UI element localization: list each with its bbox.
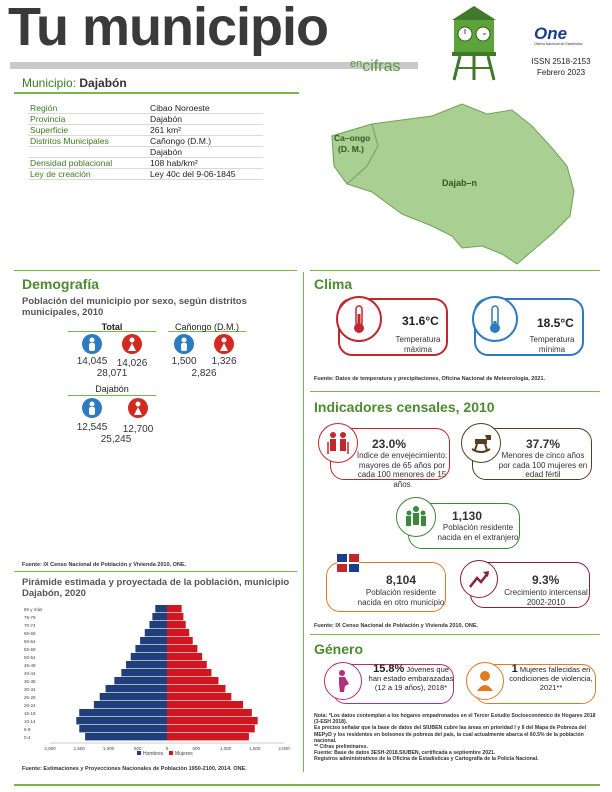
bar-female [167, 605, 182, 612]
piramide-title: Pirámide estimada y proyectada de la población, municipio Dajabón, 2020 [22, 577, 290, 599]
dajabon-label: Dajabón [95, 384, 129, 394]
bar-male [152, 613, 167, 620]
footer-rule [14, 784, 600, 786]
divider [14, 92, 299, 94]
info-row [28, 125, 263, 136]
date: Febrero 2023 [536, 68, 586, 77]
envejecimiento-value: 23.0% [372, 437, 407, 451]
clima-source: Fuente: Datos de temperatura y precipitaciones, Oficina Nacional de Meteorología, 2021. [314, 376, 546, 382]
column-divider [303, 272, 304, 772]
age-label: 55-59 [24, 646, 36, 652]
info-row [28, 147, 263, 158]
bar-female [167, 709, 252, 716]
bar-female [167, 629, 189, 636]
bar-female [167, 661, 207, 668]
divider [14, 571, 297, 572]
age-label: 40-44 [24, 670, 36, 676]
bar-male [149, 621, 167, 628]
age-label: 70-74 [24, 622, 36, 628]
age-label: 35-39 [24, 678, 36, 684]
bar-female [167, 717, 258, 724]
age-label: 0-4 [24, 734, 31, 740]
menores-label: Menores de cinco años por cada 100 mujeres en edad fértil [498, 451, 588, 479]
embarazo-text: 15.8% Jóvenes que han estado embarazadas (12 a 19 años), 2018* [368, 663, 454, 692]
otro-municipio-value: 8,104 [386, 573, 417, 587]
total-male: 14,045 [76, 356, 108, 367]
age-label: 25-29 [24, 694, 36, 700]
male-icon [174, 334, 194, 354]
bar-male [155, 605, 167, 612]
total-total: 28,071 [96, 368, 128, 379]
clock-tower-icon [444, 2, 504, 82]
info-row [28, 158, 263, 169]
divider [310, 634, 600, 635]
info-value: Cibao Noroeste [148, 103, 263, 114]
nota-line: Registros administrativos de la Oficina de Estadísticas y Cartografía de la Policía Nacional. [314, 756, 539, 763]
nota-line: ** Cifras preliminares. [314, 744, 368, 751]
violencia-text: 1 Mujeres fallecidas en condiciones de violencia, 2021** [509, 663, 593, 692]
legend-male-swatch [137, 751, 141, 755]
female-icon [214, 334, 234, 354]
divider [68, 395, 156, 396]
extranjero-label: Población residente nacida en el extranjero [437, 523, 519, 542]
age-label: 75-79 [24, 614, 36, 620]
municipio-label: Municipio: Dajabón [22, 76, 127, 90]
info-key: Provincia [28, 114, 148, 125]
temp-max-label: Temperatura máxima [395, 335, 441, 354]
crecimiento-label: Crecimiento intercensal 2002-2010 [504, 588, 588, 607]
divider [310, 391, 600, 392]
issn: ISSN 2518-2153 [531, 57, 591, 66]
total-female: 14,026 [116, 358, 148, 369]
population-pyramid-chart [22, 603, 292, 763]
bar-male [140, 637, 167, 644]
age-label: 20-24 [24, 702, 36, 708]
bar-female [167, 725, 255, 732]
bar-female [167, 677, 218, 684]
dajabon-male: 12,545 [76, 422, 108, 433]
extranjero-value: 1,130 [452, 509, 483, 523]
canongo-total: 2,826 [191, 368, 217, 379]
x-tick-label: 500 [133, 746, 142, 751]
people-group-icon [396, 497, 436, 537]
x-tick-label: 1,500 [73, 746, 85, 751]
divider [14, 270, 297, 271]
age-label: 65-69 [24, 630, 36, 636]
age-label: 50-54 [24, 654, 36, 660]
dajabon-total: 25,245 [100, 434, 132, 445]
age-label: 60-64 [24, 638, 36, 644]
clima-title: Clima [314, 276, 353, 292]
total-label: Total [101, 322, 123, 332]
temp-max-value: 31.6°C [402, 314, 439, 328]
censales-source: Fuente: IX Censo Nacional de Población y Vivienda 2010, ONE. [314, 623, 479, 629]
divider [310, 270, 600, 271]
bar-male [76, 717, 167, 724]
info-row [28, 114, 263, 125]
info-value: 261 km² [148, 125, 263, 136]
legend-female: Mujeres [175, 751, 193, 757]
info-value: Dajabón [148, 147, 263, 158]
growth-arrow-icon [460, 560, 498, 598]
map-label-dajabon: Dajab–n [442, 178, 478, 188]
thermometer-cold-icon [472, 296, 518, 342]
bar-female [167, 645, 197, 652]
bar-female [167, 669, 211, 676]
piramide-source: Fuente: Estimaciones y Proyecciones Nacionales de Población 1950-2100, 2014. ONE. [22, 766, 247, 772]
bar-male [126, 661, 167, 668]
crecimiento-value: 9.3% [532, 573, 560, 587]
grief-woman-icon [466, 662, 504, 700]
info-row [28, 103, 263, 114]
map-label-canongo-dm: (D. M.) [338, 144, 364, 154]
bar-female [167, 621, 186, 628]
one-logo: One Oficina Nacional de Estadística [534, 24, 583, 46]
canongo-label: Cañongo (D.M.) [174, 322, 240, 332]
municipio-map [312, 96, 602, 271]
menores-value: 37.7% [526, 437, 561, 451]
temp-min-label: Temperatura mínima [529, 335, 575, 354]
age-label: 10-14 [24, 718, 36, 724]
bar-female [167, 653, 202, 660]
bar-male [135, 645, 167, 652]
info-row [28, 169, 263, 180]
bar-male [100, 693, 167, 700]
nota-line: Nota: *Los datos contemplan a los hogares empadronados en el Tercer Estudio Socioeconómico de Hogares 2018 (3-ESH 2018). [314, 713, 596, 726]
nota-line: Es preciso señalar que la base de datos del SIUBEN cubre las áreas en prioridad I y II del Mapa de Pobreza del MEPyD y los residentes en bolsones de pobreza del país, la cual actualmente abarca el 60.5% de la población nacional. [314, 725, 587, 744]
info-value: Ley 40c del 9-06-1845 [148, 169, 263, 180]
censales-title: Indicadores censales, 2010 [314, 399, 495, 415]
age-label: 15-19 [24, 710, 36, 716]
info-table [28, 103, 263, 180]
info-key [28, 147, 148, 158]
age-label: 30-34 [24, 686, 36, 692]
x-tick-label: 2,000 [278, 746, 290, 751]
bar-female [167, 637, 193, 644]
page-title: Tu municipio [8, 0, 328, 57]
legend-male: Hombres [143, 751, 164, 757]
pregnant-woman-icon [324, 662, 362, 700]
x-tick-label: 500 [192, 746, 201, 751]
bar-female [167, 693, 231, 700]
bar-male [121, 669, 167, 676]
demografia-title: Demografía [22, 276, 100, 292]
info-key: Distritos Municipales [28, 136, 148, 147]
bar-male [79, 725, 167, 732]
male-icon [82, 398, 102, 418]
age-label: 80 y más [24, 606, 43, 612]
info-key: Densidad poblacional [28, 158, 148, 169]
bar-male [145, 629, 167, 636]
x-tick-label: 1,000 [219, 746, 232, 751]
bar-male [114, 677, 167, 684]
bar-female [167, 701, 243, 708]
bar-female [167, 733, 249, 740]
female-icon [128, 398, 148, 418]
flag-icon [337, 554, 359, 572]
female-icon [122, 334, 142, 354]
bar-female [167, 685, 226, 692]
demografia-subtitle: Población del municipio por sexo, según distritos municipales, 2010 [22, 296, 247, 318]
male-icon [82, 334, 102, 354]
subtitle: $^{en}$cifras [350, 58, 401, 75]
demografia-source: Fuente: IX Censo Nacional de Población y Vivienda 2010, ONE. [22, 562, 187, 568]
otro-municipio-label: Población residente nacida en otro municipio [357, 588, 445, 607]
genero-title: Género [314, 641, 364, 657]
bar-male [79, 709, 167, 716]
x-tick-label: 0 [165, 746, 169, 751]
info-value: Cañongo (D.M.) [148, 136, 263, 147]
bar-male [85, 733, 167, 740]
temp-min-value: 18.5°C [537, 316, 574, 330]
bar-female [167, 613, 183, 620]
canongo-female: 1,326 [211, 356, 237, 367]
nota-line: Fuente: Base de datos 3ESH-2018.SIUBEN, certificada a septiembre 2021. [314, 750, 496, 757]
x-tick-label: 2,000 [44, 746, 56, 751]
bar-male [106, 685, 167, 692]
info-value: Dajabón [148, 114, 263, 125]
canongo-male: 1,500 [171, 356, 197, 367]
legend-female-swatch [169, 751, 173, 755]
x-tick-label: 1,000 [102, 746, 115, 751]
thermometer-hot-icon [336, 296, 382, 342]
x-tick-label: 1,500 [249, 746, 261, 751]
rocking-horse-icon [461, 423, 501, 463]
info-row [28, 136, 263, 147]
info-key: Superficie [28, 125, 148, 136]
info-value: 108 hab/km² [148, 158, 263, 169]
bar-male [131, 653, 167, 660]
bar-male [94, 701, 167, 708]
dajabon-female: 12,700 [122, 424, 154, 435]
map-label-canongo: Ca–ongo [334, 133, 371, 143]
nota-block [314, 713, 600, 763]
info-key: Región [28, 103, 148, 114]
age-label: 45-49 [24, 662, 36, 668]
info-key: Ley de creación [28, 169, 148, 180]
age-label: 5-9 [24, 726, 31, 732]
envejecimiento-label: Índice de envejecimiento: mayores de 65 años por cada 100 menores de 15 años [356, 451, 448, 489]
